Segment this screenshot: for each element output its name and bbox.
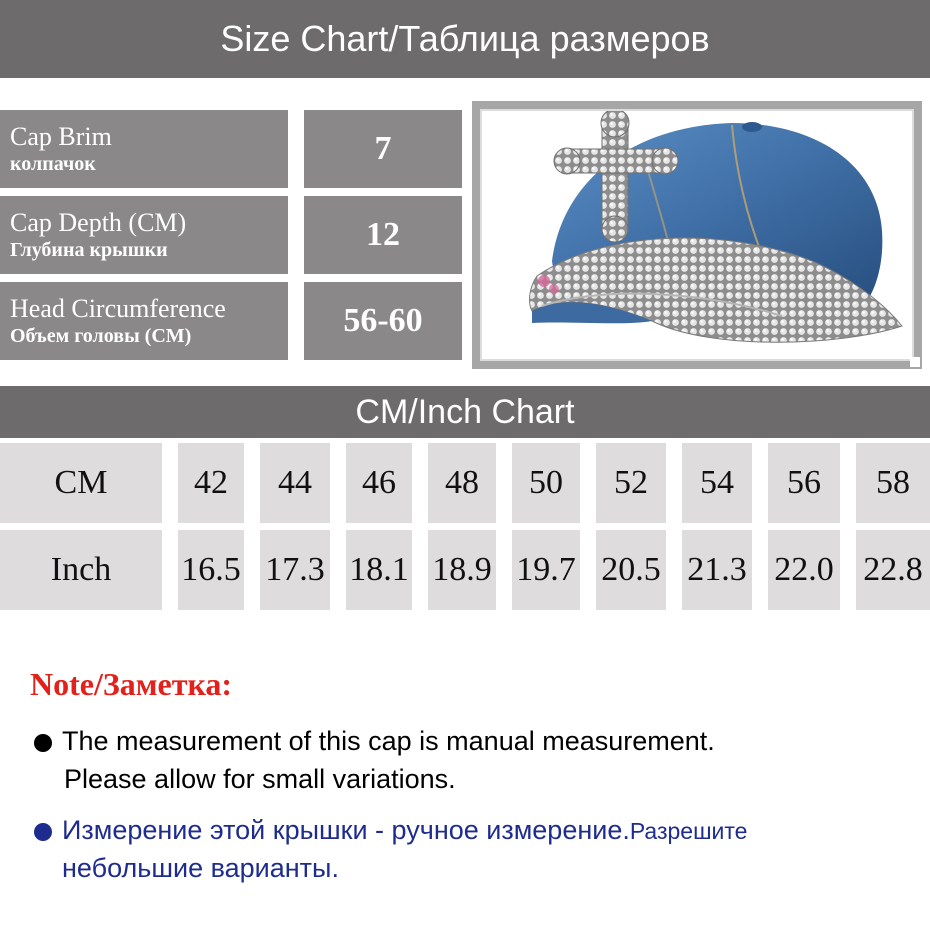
note-ru-line-1	[62, 815, 747, 846]
denim-cap-icon	[482, 111, 912, 359]
cm-value: 44	[260, 443, 330, 523]
bullet-icon	[34, 734, 52, 752]
inch-value: 21.3	[682, 530, 752, 610]
note-ru-small: Разрешите	[629, 818, 748, 844]
cm-value: 50	[512, 443, 580, 523]
spec-value-cap-brim: 7	[304, 110, 462, 188]
cm-row-label: CM	[0, 443, 162, 523]
page-title: Size Chart/Таблица размеров	[0, 0, 930, 78]
inch-value: 19.7	[512, 530, 580, 610]
spec-label-ru: Глубина крышки	[10, 239, 168, 261]
cm-value: 58	[856, 443, 930, 523]
spec-label-cap-brim	[0, 110, 288, 188]
inch-row-label: Inch	[0, 530, 162, 610]
note-en-line-2: Please allow for small variations.	[64, 764, 456, 794]
spec-value-cap-depth: 12	[304, 196, 462, 274]
note-ru-main: Измерение этой крышки - ручное измерение.	[62, 815, 630, 845]
cm-value: 52	[596, 443, 666, 523]
cm-value: 46	[346, 443, 412, 523]
bullet-icon	[34, 823, 52, 841]
product-photo	[480, 109, 914, 361]
spec-label-en: Cap Depth (CM)	[10, 208, 187, 237]
inch-value: 18.9	[428, 530, 496, 610]
inch-value: 22.8	[856, 530, 930, 610]
spec-label-en: Cap Brim	[10, 122, 112, 151]
product-photo-frame	[472, 101, 922, 369]
spec-label-cap-depth	[0, 196, 288, 274]
inch-value: 17.3	[260, 530, 330, 610]
spec-value-head-circumference: 56-60	[304, 282, 462, 360]
spec-label-ru: Объем головы (CM)	[10, 325, 192, 347]
note-en-line-1: The measurement of this cap is manual measurement.	[62, 726, 715, 756]
spec-label-ru: колпачок	[10, 153, 96, 175]
note-title: Note/Заметка:	[30, 666, 233, 702]
cm-value: 54	[682, 443, 752, 523]
conversion-title: CM/Inch Chart	[0, 386, 930, 438]
cm-value: 48	[428, 443, 496, 523]
spec-label-head-circumference	[0, 282, 288, 360]
inch-value: 18.1	[346, 530, 412, 610]
inch-value: 20.5	[596, 530, 666, 610]
inch-value: 16.5	[178, 530, 244, 610]
note-ru-line-2: небольшие варианты.	[62, 853, 339, 883]
spec-label-en: Head Circumference	[10, 294, 226, 323]
cm-value: 42	[178, 443, 244, 523]
cm-value: 56	[768, 443, 840, 523]
inch-value: 22.0	[768, 530, 840, 610]
